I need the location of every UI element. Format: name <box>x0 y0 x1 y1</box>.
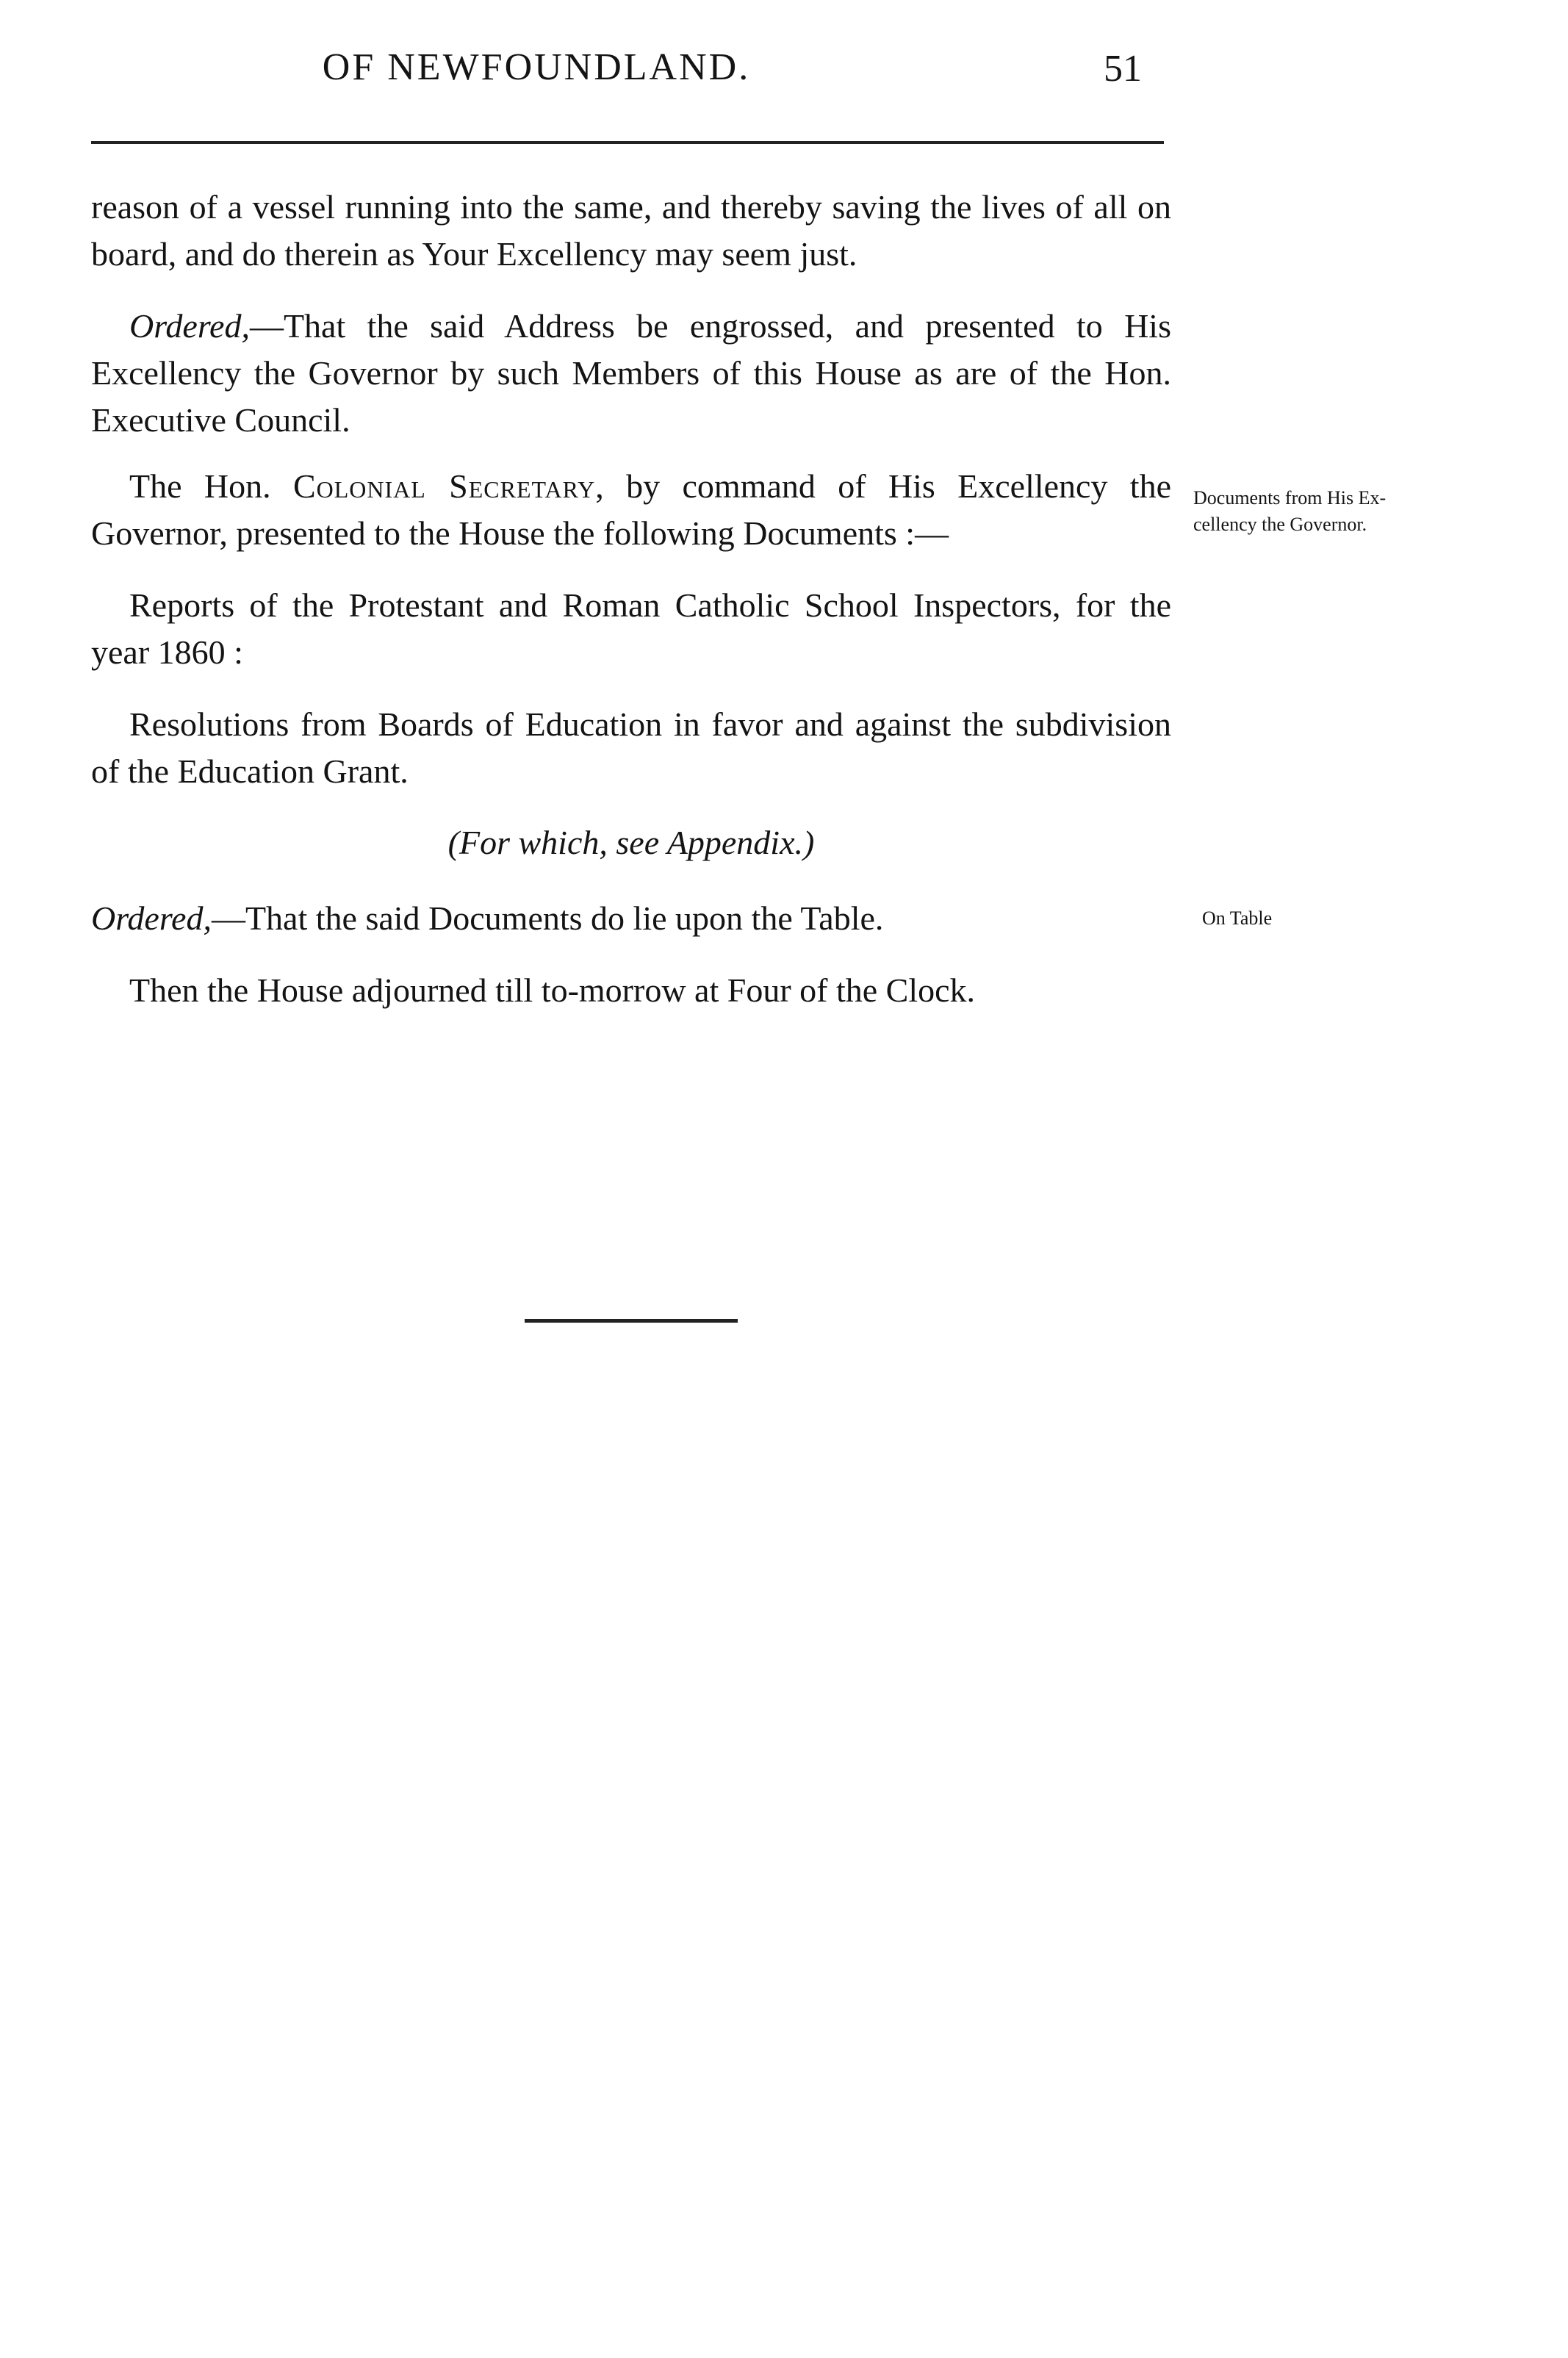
ordered-lead: Ordered, <box>129 307 250 345</box>
margin-note-on-table: On Table <box>1202 907 1273 929</box>
paragraph-text: —That the said Address be engrossed, and presented to His Excellency the Governor by such Members of this House as are of the Hon. Executive Council. <box>91 307 1171 439</box>
margin-note-line: Documents from His Ex- <box>1193 487 1387 508</box>
margin-note-documents <box>1193 485 1386 538</box>
end-rule <box>525 1319 738 1323</box>
appendix-note: (For which, see Appendix.) <box>447 824 815 861</box>
paragraph-text: Then the House adjourned till to-morrow at Four of the Clock. <box>129 971 976 1009</box>
margin-note-line: cellency the Governor. <box>1193 514 1367 535</box>
paragraph-ordered-table <box>91 895 1171 942</box>
paragraph-text: reason of a vessel running into the same, and thereby saving the lives of all on board, and do therein as Your Excellency may seem just. <box>91 188 1171 273</box>
colonial-secretary-smallcaps: Colonial Secretary <box>292 467 596 505</box>
paragraph-text: —That the said Documents do lie upon the Table. <box>211 899 884 937</box>
paragraph-colonial-secretary <box>91 463 1171 557</box>
paragraph-ordered-address <box>91 303 1171 444</box>
paragraph-resolutions <box>91 701 1171 795</box>
paragraph-text: Resolutions from Boards of Education in favor and against the subdivision of the Education Grant. <box>91 705 1171 790</box>
paragraph-text: Reports of the Protestant and Roman Catholic School Inspectors, for the year 1860 : <box>91 586 1171 671</box>
paragraph-text: , by command of His Excellency the Governor, presented to the House the following Documents :— <box>91 467 1171 552</box>
paragraph-reports <box>91 582 1171 676</box>
paragraph-petition-end <box>91 184 1171 278</box>
running-header-title: OF NEWFOUNDLAND. <box>322 46 751 88</box>
header-rule <box>91 141 1164 144</box>
paragraph-prefix: The Hon. <box>129 467 293 505</box>
page-number: 51 <box>1104 48 1142 90</box>
ordered-lead: Ordered, <box>91 899 212 937</box>
paragraph-adjourned <box>91 967 1171 1014</box>
